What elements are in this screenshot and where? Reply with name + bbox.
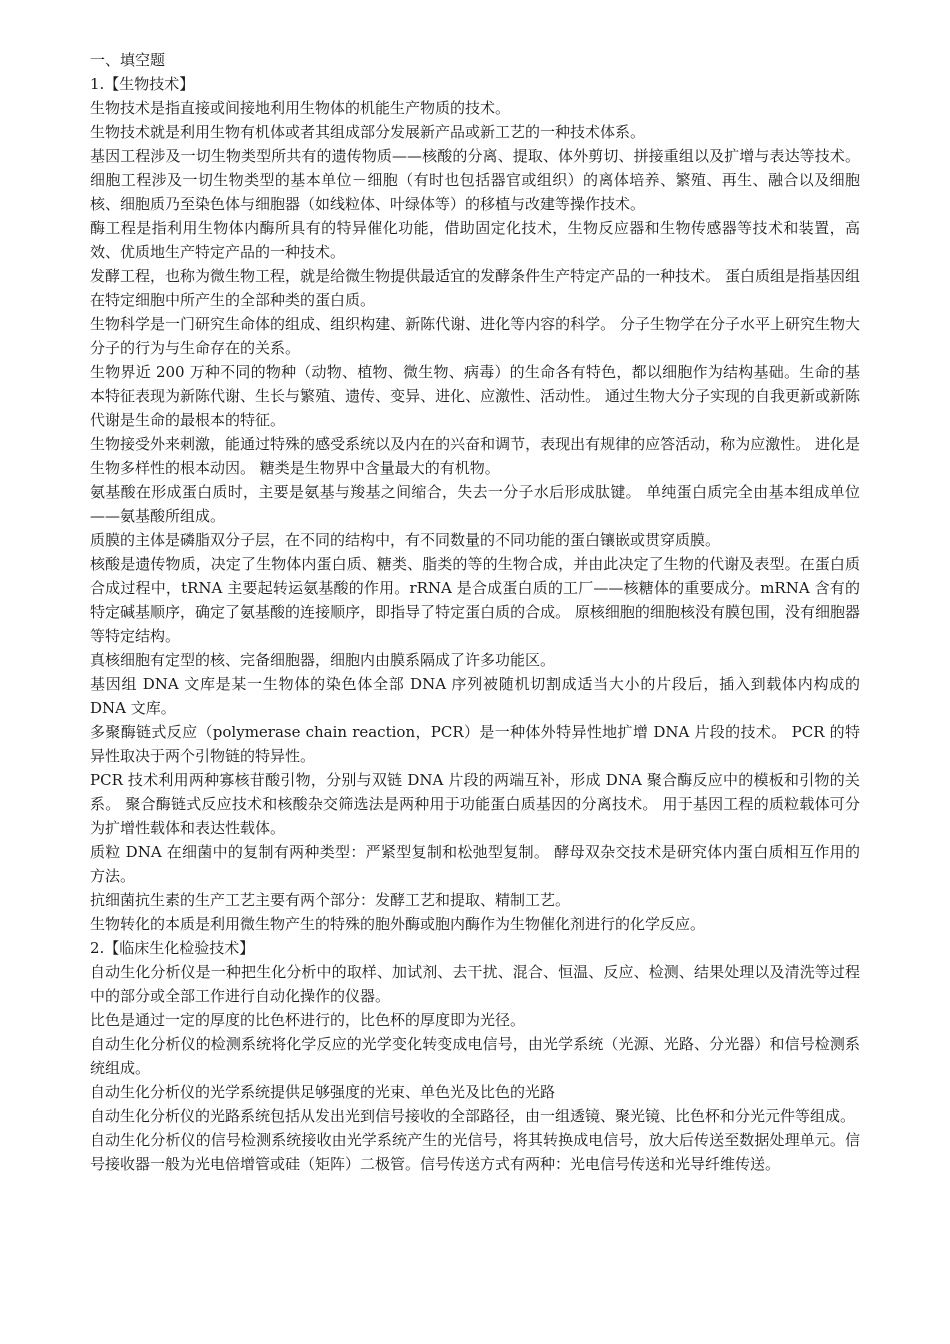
paragraph: 自动生化分析仪是一种把生化分析中的取样、加试剂、去干扰、混合、恒温、反应、检测、结果处理以及清洗等过程中的部分或全部工作进行自动化操作的仪器。 — [90, 963, 860, 1005]
paragraph: 生物界近 200 万种不同的物种（动物、植物、微生物、病毒）的生命各有特色，都以细胞作为结构基础。生命的基本特征表现为新陈代谢、生长与繁殖、遗传、变异、进化、应激性、活动性。 通过生物大分子实现的自我更新或新陈代谢是生命的最根本的特征。 — [90, 363, 860, 429]
paragraph: 质膜的主体是磷脂双分子层，在不同的结构中，有不同数量的不同功能的蛋白镶嵌或贯穿质膜。 — [90, 531, 721, 549]
paragraph: 自动生化分析仪的检测系统将化学反应的光学变化转变成电信号，由光学系统（光源、光路、分光器）和信号检测系统组成。 — [90, 1035, 860, 1077]
paragraph: 生物转化的本质是利用微生物产生的特殊的胞外酶或胞内酶作为生物催化剂进行的化学反应。 — [90, 915, 706, 933]
paragraph: 比色是通过一定的厚度的比色杯进行的，比色杯的厚度即为光径。 — [90, 1011, 526, 1029]
paragraph: 基因工程涉及一切生物类型所共有的遗传物质——核酸的分离、提取、体外剪切、拼接重组以及扩增与表达等技术。 细胞工程涉及一切生物类型的基本单位－细胞（有时也包括器官或组织）的离体培养、繁殖、再生、融合以及细胞核、细胞质乃至染色体与细胞器（如线粒体、叶绿体等）的移植与改建等操作技术。 — [90, 147, 860, 213]
document-page — [90, 48, 860, 1176]
paragraph: 氨基酸在形成蛋白质时，主要是氨基与羧基之间缩合，失去一分子水后形成肽键。 单纯蛋白质完全由基本组成单位——氨基酸所组成。 — [90, 483, 860, 525]
paragraph: 生物技术就是利用生物有机体或者其组成部分发展新产品或新工艺的一种技术体系。 — [90, 123, 646, 141]
section-title: 一、填空题 — [90, 51, 166, 69]
paragraph: PCR 技术利用两种寡核苷酸引物，分别与双链 DNA 片段的两端互补，形成 DNA 聚合酶反应中的模板和引物的关系。 聚合酶链式反应技术和核酸杂交筛选法是两种用于功能蛋白质基因的分离技术。 用于基因工程的质粒载体可分为扩增性载体和表达性载体。 — [90, 771, 860, 837]
paragraph: 抗细菌抗生素的生产工艺主要有两个部分：发酵工艺和提取、精制工艺。 — [90, 891, 571, 909]
paragraph: 生物科学是一门研究生命体的组成、组织构建、新陈代谢、进化等内容的科学。 分子生物学在分子水平上研究生物大分子的行为与生命存在的关系。 — [90, 315, 860, 357]
paragraph: 基因组 DNA 文库是某一生物体的染色体全部 DNA 序列被随机切割成适当大小的片段后，插入到载体内构成的 DNA 文库。 — [90, 675, 860, 717]
paragraph: 自动生化分析仪的信号检测系统接收由光学系统产生的光信号，将其转换成电信号，放大后传送至数据处理单元。信号接收器一般为光电倍增管或硅（矩阵）二极管。信号传送方式有两种：光电信号传送和光导纤维传送。 — [90, 1131, 860, 1173]
paragraph: 核酸是遗传物质，决定了生物体内蛋白质、糖类、脂类的等的生物合成，并由此决定了生物的代谢及表型。在蛋白质合成过程中，tRNA 主要起转运氨基酸的作用。rRNA 是合成蛋白质的工厂——核糖体的重要成分。mRNA 含有的特定碱基顺序，确定了氨基酸的连接顺序，即指导了特定蛋白质的合成。 原核细胞的细胞核没有膜包围，没有细胞器等特定结构。 — [90, 555, 860, 645]
section-heading-clinical: 2.【临床生化检验技术】 — [90, 939, 255, 957]
paragraph: 酶工程是指利用生物体内酶所具有的特异催化功能，借助固定化技术，生物反应器和生物传感器等技术和装置，高效、优质地生产特定产品的一种技术。 — [90, 219, 860, 261]
paragraph: 生物接受外来刺激，能通过特殊的感受系统以及内在的兴奋和调节，表现出有规律的应答活动，称为应激性。 进化是生物多样性的根本动因。 糖类是生物界中含量最大的有机物。 — [90, 435, 860, 477]
paragraph: 质粒 DNA 在细菌中的复制有两种类型：严紧型复制和松弛型复制。 酵母双杂交技术是研究体内蛋白质相互作用的方法。 — [90, 843, 860, 885]
paragraph: 真核细胞有定型的核、完备细胞器，细胞内由膜系隔成了许多功能区。 — [90, 651, 556, 669]
paragraph: 发酵工程，也称为微生物工程，就是给微生物提供最适宜的发酵条件生产特定产品的一种技术。 蛋白质组是指基因组在特定细胞中所产生的全部种类的蛋白质。 — [90, 267, 860, 309]
paragraph: 自动生化分析仪的光学系统提供足够强度的光束、单色光及比色的光路 — [90, 1083, 556, 1101]
section-heading-biotech: 1.【生物技术】 — [90, 75, 195, 93]
paragraph: 生物技术是指直接或间接地利用生物体的机能生产物质的技术。 — [90, 99, 511, 117]
paragraph: 自动生化分析仪的光路系统包括从发出光到信号接收的全部路径，由一组透镜、聚光镜、比色杯和分光元件等组成。 — [90, 1107, 856, 1125]
paragraph: 多聚酶链式反应（polymerase chain reaction，PCR）是一种体外特异性地扩增 DNA 片段的技术。 PCR 的特异性取决于两个引物链的特异性。 — [90, 723, 860, 765]
